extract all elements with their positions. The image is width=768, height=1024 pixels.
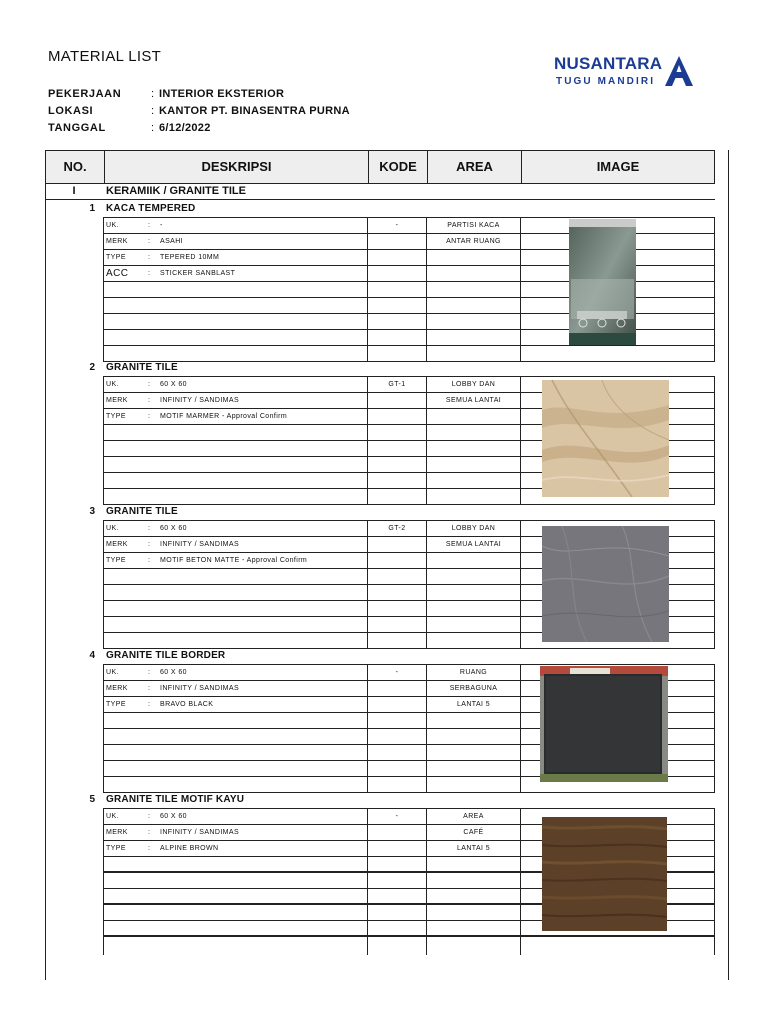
row-colon: : [148, 525, 151, 532]
item-no: 3 [89, 506, 95, 517]
table-row [103, 937, 715, 955]
desc-cell [103, 713, 367, 729]
desc-cell [103, 905, 367, 921]
kode-cell [367, 330, 426, 346]
area-cell [426, 633, 520, 649]
kode-cell [367, 457, 426, 473]
left-border [45, 184, 46, 980]
desc-cell [103, 777, 367, 793]
kode-cell [367, 537, 426, 553]
kode-cell [367, 393, 426, 409]
area-cell [426, 729, 520, 745]
row-value: 60 X 60 [160, 381, 187, 388]
area-cell: CAFÉ [426, 825, 520, 841]
area-cell [426, 473, 520, 489]
area-cell [426, 937, 520, 955]
item-title: GRANITE TILE BORDER [106, 650, 226, 661]
desc-cell [103, 377, 367, 393]
row-key: UK. [106, 813, 119, 820]
row-key: TYPE [106, 254, 126, 261]
row-key: ACC [106, 268, 129, 279]
area-cell [426, 553, 520, 569]
grey-concrete-image [542, 526, 669, 642]
desc-cell [103, 585, 367, 601]
row-value: TEPERED 10MM [160, 254, 220, 261]
image-cell [520, 346, 715, 362]
row-key: MERK [106, 829, 128, 836]
kode-cell: GT-1 [367, 377, 426, 393]
area-cell [426, 745, 520, 761]
kode-cell [367, 681, 426, 697]
row-colon: : [148, 238, 151, 245]
kode-cell [367, 729, 426, 745]
area-cell: SEMUA LANTAI [426, 537, 520, 553]
row-colon: : [148, 701, 151, 708]
wood-tile-image [542, 817, 667, 931]
row-key: TYPE [106, 557, 126, 564]
row-colon: : [148, 397, 151, 404]
item-no: 4 [89, 650, 95, 661]
table-header [45, 150, 715, 184]
desc-cell [103, 537, 367, 553]
row-key: TYPE [106, 413, 126, 420]
area-cell [426, 857, 520, 873]
desc-cell [103, 569, 367, 585]
row-key: UK. [106, 222, 119, 229]
area-cell: LANTAI 5 [426, 841, 520, 857]
kode-cell [367, 314, 426, 330]
category-row [45, 183, 715, 200]
area-cell: RUANG [426, 665, 520, 681]
header-deskripsi: DESKRIPSI [104, 151, 368, 183]
kode-cell [367, 250, 426, 266]
row-colon: : [148, 270, 151, 277]
row-value: BRAVO BLACK [160, 701, 214, 708]
company-logo [552, 52, 694, 90]
meta-colon: : [151, 105, 155, 117]
page-title: MATERIAL LIST [48, 48, 162, 65]
item-no: 5 [89, 794, 95, 805]
table-row [103, 346, 715, 362]
row-colon: : [148, 381, 151, 388]
meta-colon: : [151, 122, 155, 134]
desc-cell [103, 697, 367, 713]
desc-cell [103, 761, 367, 777]
logo-subname: TUGU MANDIRI [556, 76, 656, 87]
area-cell: ANTAR RUANG [426, 234, 520, 250]
kode-cell [367, 873, 426, 889]
row-colon: : [148, 685, 151, 692]
desc-cell [103, 921, 367, 937]
kode-cell [367, 282, 426, 298]
kode-cell [367, 489, 426, 505]
meta-row-pekerjaan [48, 86, 350, 103]
black-tile-image [540, 666, 668, 782]
desc-cell [103, 665, 367, 681]
kode-cell: - [367, 218, 426, 234]
kode-cell [367, 409, 426, 425]
row-value: MOTIF BETON MATTE - Approval Confirm [160, 557, 308, 564]
row-value: MOTIF MARMER - Approval Confirm [160, 413, 288, 420]
kode-cell [367, 617, 426, 633]
item-no: 1 [89, 203, 95, 214]
kode-cell [367, 585, 426, 601]
desc-cell [103, 314, 367, 330]
row-value: 60 X 60 [160, 525, 187, 532]
desc-cell [103, 841, 367, 857]
material-table [45, 150, 729, 980]
area-cell: AREA [426, 809, 520, 825]
area-cell: LOBBY DAN [426, 377, 520, 393]
kode-cell: - [367, 665, 426, 681]
desc-cell [103, 473, 367, 489]
meta-label: LOKASI [48, 105, 94, 117]
desc-cell [103, 681, 367, 697]
kode-cell [367, 745, 426, 761]
row-colon: : [148, 222, 151, 229]
desc-cell [103, 282, 367, 298]
area-cell [426, 905, 520, 921]
area-cell: SEMUA LANTAI [426, 393, 520, 409]
area-cell: PARTISI KACA [426, 218, 520, 234]
row-colon: : [148, 829, 151, 836]
logo-name: NUSANTARA [554, 54, 663, 73]
area-cell [426, 457, 520, 473]
desc-cell [103, 633, 367, 649]
meta-value: 6/12/2022 [159, 122, 211, 134]
row-key: UK. [106, 381, 119, 388]
desc-cell [103, 457, 367, 473]
header-area: AREA [427, 151, 521, 183]
row-key: MERK [106, 397, 128, 404]
meta-label: TANGGAL [48, 122, 106, 134]
area-cell [426, 409, 520, 425]
area-cell [426, 346, 520, 362]
desc-cell [103, 889, 367, 905]
kode-cell [367, 761, 426, 777]
kode-cell [367, 857, 426, 873]
item-title: KACA TEMPERED [106, 203, 196, 214]
meta-label: PEKERJAAN [48, 88, 122, 100]
kode-cell [367, 441, 426, 457]
meta-row-tanggal [48, 120, 350, 137]
row-colon: : [148, 413, 151, 420]
header-image: IMAGE [521, 151, 714, 183]
row-value: ALPINE BROWN [160, 845, 219, 852]
desc-cell [103, 745, 367, 761]
row-key: MERK [106, 541, 128, 548]
desc-cell [103, 489, 367, 505]
area-cell: LOBBY DAN [426, 521, 520, 537]
meta-colon: : [151, 88, 155, 100]
logo-mark-icon [665, 56, 693, 86]
kode-cell [367, 825, 426, 841]
project-info [48, 86, 350, 137]
kode-cell [367, 889, 426, 905]
kode-cell: GT-2 [367, 521, 426, 537]
area-cell [426, 713, 520, 729]
kode-cell [367, 713, 426, 729]
kode-cell [367, 921, 426, 937]
desc-cell [103, 521, 367, 537]
header-kode: KODE [368, 151, 427, 183]
kode-cell [367, 553, 426, 569]
category-no: I [72, 185, 76, 197]
area-cell [426, 298, 520, 314]
row-value: - [160, 222, 163, 229]
kode-cell [367, 346, 426, 362]
meta-row-lokasi [48, 103, 350, 120]
desc-cell [103, 425, 367, 441]
row-value: INFINITY / SANDIMAS [160, 685, 240, 692]
row-value: ASAHI [160, 238, 184, 245]
area-cell: LANTAI 5 [426, 697, 520, 713]
desc-cell [103, 873, 367, 889]
image-cell [520, 937, 715, 955]
header-no: NO. [63, 159, 87, 174]
kode-cell [367, 601, 426, 617]
row-key: MERK [106, 685, 128, 692]
kode-cell [367, 697, 426, 713]
row-value: INFINITY / SANDIMAS [160, 541, 240, 548]
area-cell [426, 889, 520, 905]
desc-cell [103, 441, 367, 457]
area-cell: SERBAGUNA [426, 681, 520, 697]
row-value: INFINITY / SANDIMAS [160, 397, 240, 404]
area-cell [426, 266, 520, 282]
row-colon: : [148, 669, 151, 676]
area-cell [426, 921, 520, 937]
row-colon: : [148, 557, 151, 564]
desc-cell [103, 601, 367, 617]
area-cell [426, 873, 520, 889]
kode-cell [367, 473, 426, 489]
kode-cell [367, 841, 426, 857]
kode-cell [367, 234, 426, 250]
desc-cell [103, 218, 367, 234]
row-value: 60 X 60 [160, 669, 187, 676]
row-value: INFINITY / SANDIMAS [160, 829, 240, 836]
kode-cell [367, 633, 426, 649]
right-border [728, 150, 729, 980]
area-cell [426, 330, 520, 346]
kode-cell [367, 569, 426, 585]
kode-cell [367, 425, 426, 441]
desc-cell [103, 330, 367, 346]
desc-cell [103, 729, 367, 745]
area-cell [426, 617, 520, 633]
kode-cell [367, 937, 426, 955]
tempered-glass-image [569, 219, 636, 345]
area-cell [426, 569, 520, 585]
row-key: UK. [106, 669, 119, 676]
category-label: KERAMIIK / GRANITE TILE [106, 185, 246, 197]
kode-cell [367, 905, 426, 921]
area-cell [426, 282, 520, 298]
area-cell [426, 777, 520, 793]
area-cell [426, 441, 520, 457]
row-value: STICKER SANBLAST [160, 270, 236, 277]
item-title: GRANITE TILE [106, 506, 178, 517]
row-colon: : [148, 845, 151, 852]
desc-cell [103, 937, 367, 955]
desc-cell [103, 409, 367, 425]
row-key: UK. [106, 525, 119, 532]
beige-marble-image [542, 380, 669, 497]
item-title: GRANITE TILE [106, 362, 178, 373]
area-cell [426, 314, 520, 330]
meta-value: INTERIOR EKSTERIOR [159, 88, 285, 100]
row-colon: : [148, 254, 151, 261]
desc-cell [103, 266, 367, 282]
kode-cell [367, 777, 426, 793]
desc-cell [103, 857, 367, 873]
area-cell [426, 425, 520, 441]
row-key: MERK [106, 238, 128, 245]
desc-cell [103, 825, 367, 841]
desc-cell [103, 809, 367, 825]
desc-cell [103, 553, 367, 569]
area-cell [426, 250, 520, 266]
item-no: 2 [89, 362, 95, 373]
desc-cell [103, 250, 367, 266]
desc-cell [103, 393, 367, 409]
area-cell [426, 761, 520, 777]
desc-cell [103, 617, 367, 633]
area-cell [426, 489, 520, 505]
desc-cell [103, 298, 367, 314]
item-title: GRANITE TILE MOTIF KAYU [106, 794, 245, 805]
row-value: 60 X 60 [160, 813, 187, 820]
row-colon: : [148, 541, 151, 548]
desc-cell [103, 234, 367, 250]
area-cell [426, 601, 520, 617]
area-cell [426, 585, 520, 601]
row-key: TYPE [106, 701, 126, 708]
row-colon: : [148, 813, 151, 820]
kode-cell [367, 298, 426, 314]
meta-value: KANTOR PT. BINASENTRA PURNA [159, 105, 350, 117]
row-key: TYPE [106, 845, 126, 852]
kode-cell: - [367, 809, 426, 825]
kode-cell [367, 266, 426, 282]
